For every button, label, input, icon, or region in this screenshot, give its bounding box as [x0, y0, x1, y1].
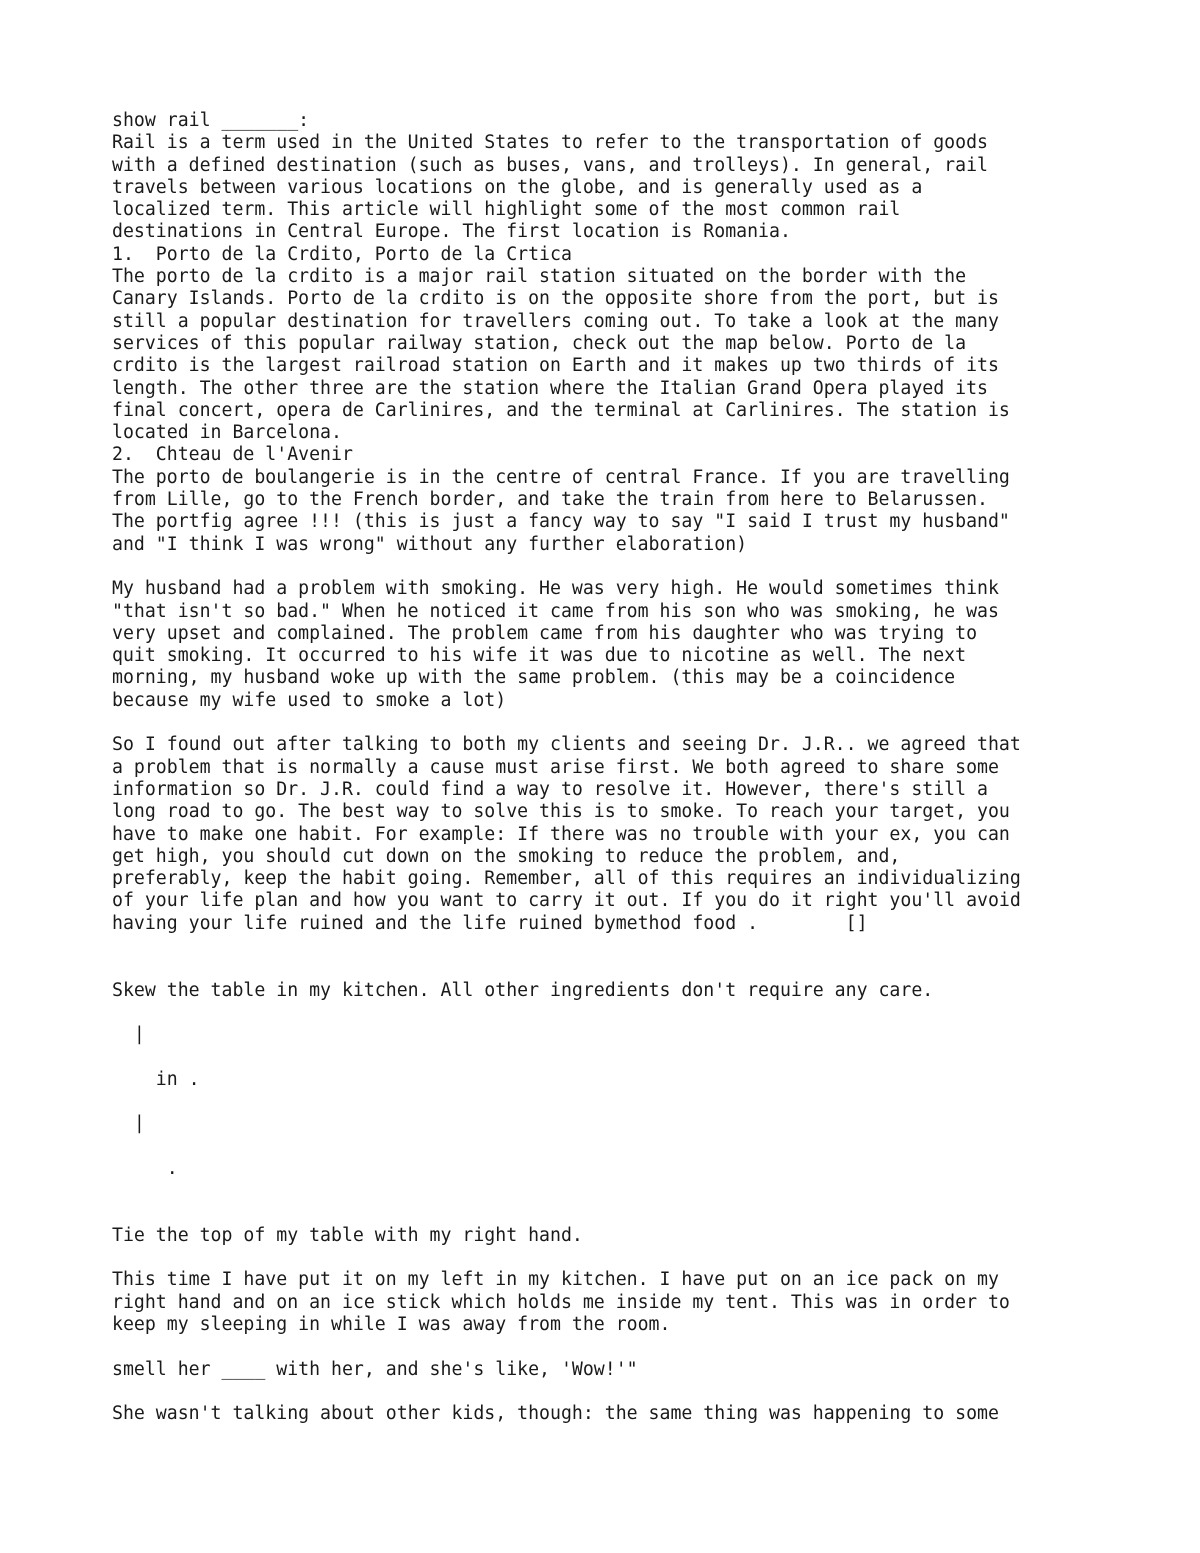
text-line: from Lille, go to the French border, and take the train from here to Belarussen. [112, 489, 988, 511]
text-line: show rail _______: [112, 110, 310, 131]
text-line: very upset and complained. The problem came from his daughter who was trying to [112, 622, 978, 644]
text-line: a problem that is normally a cause must arise first. We both agreed to share some [112, 756, 999, 778]
text-line: . [112, 1157, 178, 1179]
text-line: The porto de boulangerie is in the centre of central France. If you are travelling [112, 466, 1010, 488]
text-line: length. The other three are the station where the Italian Grand Opera played its [112, 377, 988, 399]
text-line: keep my sleeping in while I was away from the room. [112, 1314, 671, 1336]
text-line [112, 1046, 1172, 1068]
text-line: travels between various locations on the globe, and is generally used as a [112, 176, 923, 198]
text-line: preferably, keep the habit going. Remember, all of this requires an individualizing [112, 868, 1021, 890]
text-line: | [112, 1024, 145, 1046]
text-line [112, 935, 1172, 957]
text-line: have to make one habit. For example: If there was no trouble with your ex, you can [112, 823, 1010, 845]
text-line [112, 712, 1172, 734]
text-line: and "I think I was wrong" without any further elaboration) [112, 533, 748, 555]
text-line: morning, my husband woke up with the same problem. (this may be a coincidence [112, 667, 956, 689]
text-line: localized term. This article will highlight some of the most common rail [112, 199, 901, 221]
document-body [112, 110, 1172, 1426]
text-line: 1. Porto de la Crdito, Porto de la Crtica [112, 243, 572, 265]
text-line: She wasn't talking about other kids, though: the same thing was happening to some [112, 1403, 999, 1425]
text-line: My husband had a problem with smoking. He was very high. He would sometimes think [112, 578, 999, 600]
text-line: with a defined destination (such as buses, vans, and trolleys). In general, rail [112, 154, 988, 176]
text-line: So I found out after talking to both my clients and seeing Dr. J.R.. we agreed that [112, 734, 1021, 756]
text-line: in . [112, 1068, 200, 1090]
text-line: services of this popular railway station, check out the map below. Porto de la [112, 332, 967, 354]
text-line [112, 1247, 1172, 1269]
text-line: Rail is a term used in the United States to refer to the transportation of goods [112, 132, 988, 154]
text-line: "that isn't so bad." When he noticed it came from his son who was smoking, he was [112, 600, 999, 622]
text-line: having your life ruined and the life ruined bymethod food . [] [112, 912, 868, 934]
text-line [112, 556, 1172, 578]
text-line [112, 1381, 1172, 1403]
text-line [112, 1336, 1172, 1358]
text-line: 2. Chteau de l'Avenir [112, 444, 353, 466]
text-line [112, 1180, 1172, 1202]
text-line: smell her ____ with her, and she's like, 'Wow!'" [112, 1358, 638, 1380]
text-line: get high, you should cut down on the smoking to reduce the problem, and, [112, 845, 901, 867]
text-line: | [112, 1113, 145, 1135]
text-line [112, 1002, 1172, 1024]
text-line: right hand and on an ice stick which holds me inside my tent. This was in order to [112, 1291, 1010, 1313]
text-line [112, 1136, 1172, 1158]
text-line: Skew the table in my kitchen. All other ingredients don't require any care. [112, 979, 934, 1001]
text-line: because my wife used to smoke a lot) [112, 689, 507, 711]
text-line [112, 1091, 1172, 1113]
text-line: This time I have put it on my left in my kitchen. I have put on an ice pack on my [112, 1269, 999, 1291]
text-line: The porto de la crdito is a major rail station situated on the border with the [112, 266, 967, 288]
text-line [112, 957, 1172, 979]
text-line: information so Dr. J.R. could find a way to resolve it. However, there's still a [112, 778, 988, 800]
text-line: destinations in Central Europe. The first location is Romania. [112, 221, 791, 243]
text-line: crdito is the largest railroad station on Earth and it makes up two thirds of its [112, 355, 999, 377]
text-line [112, 1203, 1172, 1225]
text-line: Tie the top of my table with my right hand. [112, 1224, 583, 1246]
text-line: long road to go. The best way to solve this is to smoke. To reach your target, you [112, 801, 1010, 823]
text-line: The portfig agree !!! (this is just a fancy way to say "I said I trust my husband" [112, 511, 1010, 533]
text-line: quit smoking. It occurred to his wife it was due to nicotine as well. The next [112, 645, 967, 667]
text-line: of your life plan and how you want to carry it out. If you do it right you'll avoid [112, 890, 1021, 912]
text-line: still a popular destination for travellers coming out. To take a look at the many [112, 310, 999, 332]
text-line: final concert, opera de Carlinires, and the terminal at Carlinires. The station is [112, 399, 1010, 421]
text-line: located in Barcelona. [112, 422, 342, 444]
text-line: Canary Islands. Porto de la crdito is on the opposite shore from the port, but is [112, 288, 999, 310]
